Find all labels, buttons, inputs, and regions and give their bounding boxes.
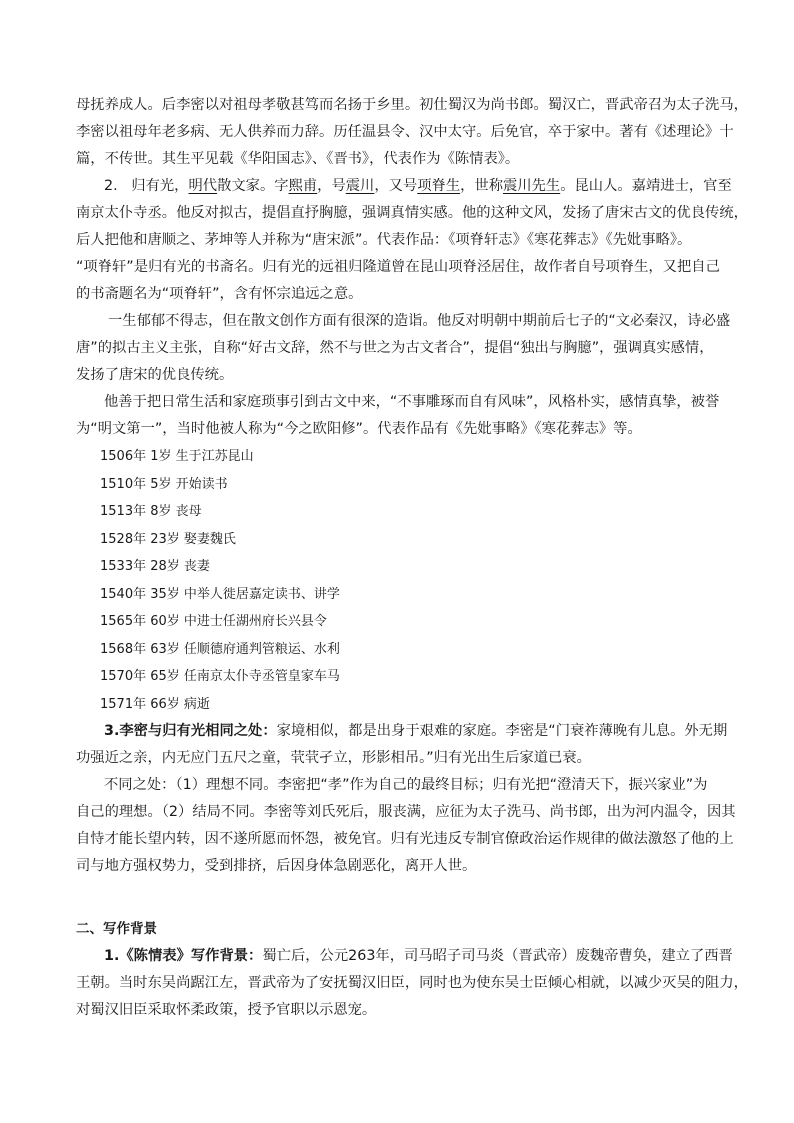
paragraph-literary-views bbox=[76, 308, 731, 389]
paragraph-writing-background bbox=[76, 943, 748, 1024]
section-spacer bbox=[76, 880, 726, 916]
timeline-item: 1568年 63岁 任顺德府通判管粮运、水利 bbox=[100, 641, 340, 657]
timeline-item: 1528年 23岁 娶妻魏氏 bbox=[100, 531, 236, 547]
timeline-item: 1570年 65岁 任南京太仆寺丞管皇家车马 bbox=[100, 669, 340, 684]
text-line: 不同之处：（1）理想不同。李密把“孝”作为自己的最终目标；归有光把“澄清天下，振兴家业”为 bbox=[104, 777, 708, 793]
text-line: 篇，不传世。其生平见载《华阳国志》、《晋书》，代表作为《陈情表》。 bbox=[76, 151, 520, 167]
timeline-item: 1510年 5岁 开始读书 bbox=[100, 476, 228, 492]
text-span: 散文家。字 bbox=[217, 178, 289, 194]
text-span: ，世称 bbox=[460, 178, 504, 194]
paragraph-gui-youguang-intro bbox=[76, 173, 748, 308]
text-line: 王朝。当时东吴尚踞江左，晋武帝为了安抚蜀汉旧臣，同时也为使东吴士臣倾心相就，以减少灭吴的阻力， bbox=[76, 975, 748, 991]
text-line: 南京太仆寺丞。他反对拟古，提倡直抒胸臆，强调真情实感。他的这种文风，发扬了唐宋古文的优良传统， bbox=[76, 205, 748, 221]
timeline-list bbox=[76, 443, 726, 718]
text-line: 李密以祖母年老多病、无人供养而力辞。历任温县令、汉中太守。后免官，卒于家中。著有《述理论》十 bbox=[76, 124, 734, 140]
underlined-term: 熙甫 bbox=[288, 178, 318, 194]
underlined-term: 明代 bbox=[188, 178, 218, 194]
paragraph-differences bbox=[76, 772, 736, 880]
text-line: 唐”的拟古主义主张，自称“好古文辞，然不与世之为古文者合”，提倡“独出与胸臆”，强调真实感情， bbox=[76, 340, 714, 356]
paragraph-similarities bbox=[76, 718, 726, 772]
text-line bbox=[76, 173, 732, 200]
timeline-item: 1565年 60岁 中进士任湖州府长兴县令 bbox=[100, 614, 327, 629]
timeline-item: 1533年 28岁 丧妻 bbox=[100, 559, 210, 574]
text-line: 发扬了唐宋的优良传统。 bbox=[76, 367, 234, 383]
text-line: “项脊轩”是归有光的书斋名。归有光的远祖归隆道曾在昆山项脊泾居住，故作者自号项脊生，又把自己 bbox=[76, 259, 720, 275]
bold-lead: 1.《陈情表》写作背景： bbox=[104, 948, 263, 964]
text-line bbox=[76, 718, 726, 745]
underlined-term: 震川先生 bbox=[503, 178, 561, 194]
bold-lead: 3.李密与归有光相同之处： bbox=[104, 723, 277, 739]
text-line: 母抚养成人。后李密以对祖母孝敬甚笃而名扬于乡里。初仕蜀汉为尚书郎。蜀汉亡，晋武帝召为太子洗马， bbox=[76, 97, 748, 113]
timeline-item: 1513年 8岁 丧母 bbox=[100, 504, 202, 519]
text-span: ，又号 bbox=[374, 178, 418, 194]
text-span: ，号 bbox=[317, 178, 346, 194]
text-line: 司与地方强权势力，受到排挤，后因身体急剧恶化，离开人世。 bbox=[76, 858, 477, 874]
document-body bbox=[76, 92, 748, 1024]
text-line: 后人把他和唐顺之、茅坤等人并称为“唐宋派”。代表作品：《项脊轩志》《寒花葬志》《先妣事略》。 bbox=[76, 232, 692, 248]
text-line: 的书斋题名为“项脊轩”，含有怀宗追远之意。 bbox=[76, 286, 363, 302]
text-span: 家境相似，都是出身于艰难的家庭。李密是“门衰祚薄晚有儿息。外无期 bbox=[276, 723, 728, 739]
text-line: 功强近之亲，内无应门五尺之童，茕茕孑立，形影相吊。”归有光出生后家道已衰。 bbox=[76, 750, 591, 766]
text-span: 。昆山人。嘉靖进士，官至 bbox=[560, 178, 732, 194]
underlined-term: 项脊生 bbox=[417, 178, 461, 194]
paragraph-writing-style bbox=[76, 389, 726, 443]
text-line: 一生郁郁不得志，但在散文创作方面有很深的造诣。他反对明朝中期前后七子的“文必秦汉，诗必盛 bbox=[108, 313, 731, 329]
text-line: 对蜀汉旧臣采取怀柔政策，授予官职以示恩宠。 bbox=[76, 1002, 377, 1018]
paragraph-li-mi-biography-end bbox=[76, 92, 748, 173]
list-number: 2. bbox=[104, 178, 118, 194]
text-line: 自恃才能长望内转，因不遂所愿而怀怨，被免官。归有光违反专制官僚政治运作规律的做法激怒了他的上 bbox=[76, 831, 734, 847]
section-heading: 二、写作背景 bbox=[76, 921, 157, 937]
timeline-item: 1540年 35岁 中举人徙居嘉定读书、讲学 bbox=[100, 586, 340, 602]
text-line: 他善于把日常生活和家庭琐事引到古文中来，“不事雕琢而自有风味”，风格朴实，感情真挚，被誉 bbox=[104, 394, 720, 410]
text-line: 自己的理想。（2）结局不同。李密等刘氏死后，服丧满，应征为太子洗马、尚书郎，出为河内温令，因其 bbox=[76, 804, 736, 820]
text-span: 蜀亡后，公元263年，司马昭子司马炎（晋武帝）废魏帝曹奂，建立了西晋 bbox=[262, 948, 733, 964]
text-line bbox=[76, 943, 733, 970]
timeline-item: 1571年 66岁 病逝 bbox=[100, 696, 210, 712]
text-span: 归有光， bbox=[131, 178, 189, 194]
text-line: 为“明文第一”，当时他被人称为“今之欧阳修”。代表作品有《先妣事略》《寒花葬志》等。 bbox=[76, 421, 642, 437]
timeline-item: 1506年 1岁 生于江苏昆山 bbox=[100, 449, 254, 464]
underlined-term: 震川 bbox=[345, 178, 375, 194]
